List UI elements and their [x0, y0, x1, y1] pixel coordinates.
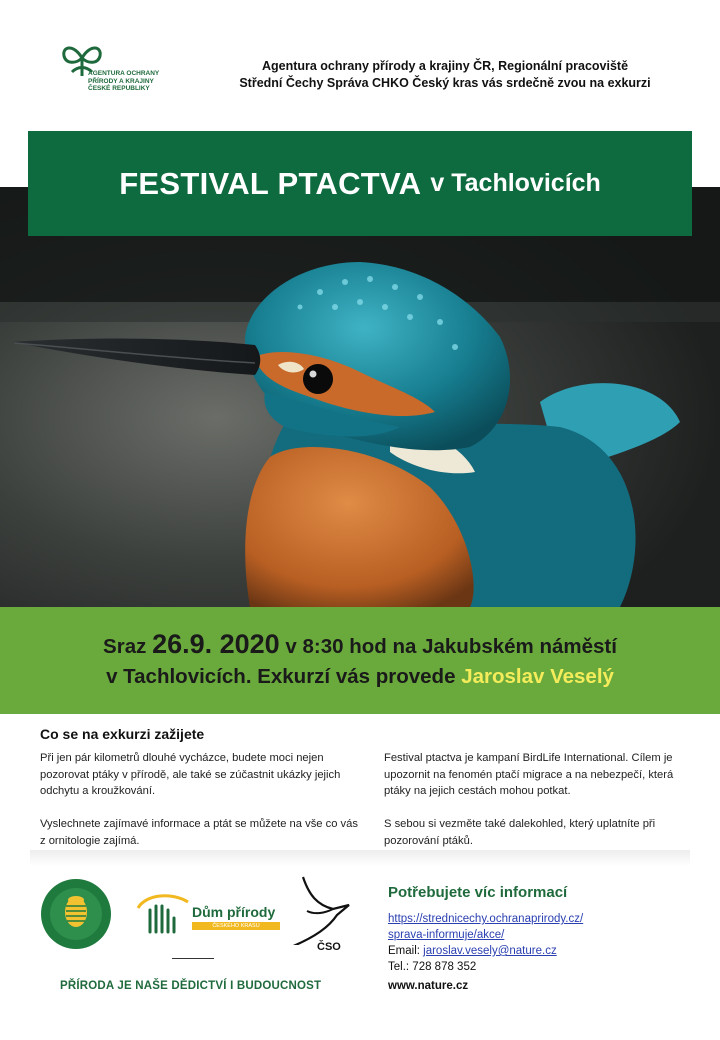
event-time-place: v 8:30 hod na Jakubském náměstí: [285, 635, 617, 658]
motto: PŘÍRODA JE NAŠE DĚDICTVÍ I BUDOUCNOST: [60, 980, 322, 992]
email-link[interactable]: jaroslav.vesely@nature.cz: [423, 945, 557, 957]
section-heading: Co se na exkurzi zažijete: [40, 726, 205, 742]
cso-logo: [285, 875, 355, 955]
contact-email: [388, 943, 708, 959]
guide-name: Jaroslav Veselý: [461, 665, 614, 688]
trilobite-icon: [40, 878, 112, 950]
body-column-right: [384, 750, 694, 866]
body-column-left: [40, 750, 358, 866]
bird-icon: [285, 875, 355, 945]
meeting-info-line-2: [0, 662, 720, 692]
event-date: 26.9. 2020: [152, 629, 280, 659]
festival-place: v Tachlovicích: [430, 169, 601, 197]
website-link[interactable]: www.nature.cz: [388, 980, 469, 992]
guide-prefix: v Tachlovicích. Exkurzí vás provede: [106, 665, 456, 688]
contact-title: Potřebujete víc informací: [388, 884, 568, 901]
paragraph-birdlife: Festival ptactva je kampaní BirdLife International. Cílem je upozornit na fenomén ptačí migrace a na nebezpečí, která ptáky na jejich cestách mohou potkat.: [384, 752, 674, 797]
header-line-1: Agentura ochrany přírody a krajiny ČR, Regionální pracoviště: [261, 59, 629, 73]
kingfisher-photo: [0, 187, 720, 607]
header-line-2: Střední Čechy Správa CHKO Český kras vás srdečně zvou na exkurzi: [239, 76, 651, 90]
dum-prirody-sub: ČESKÉHO KRASU: [192, 922, 280, 930]
hand-leaf-icon: [132, 888, 192, 938]
cso-label: ČSO: [317, 941, 341, 953]
meeting-info-band: [0, 607, 720, 714]
header: [0, 0, 720, 130]
dum-prirody-label: Dům přírody: [192, 904, 276, 920]
divider: [30, 850, 690, 866]
sraz-label: Sraz: [103, 635, 147, 658]
cesky-kras-logo: [40, 878, 112, 950]
email-label: Email:: [388, 945, 420, 957]
paragraph-walk: Při jen pár kilometrů dlouhé vycházce, budete moci nejen pozorovat ptáky v přírodě, ale také se zúčastnit ukázky jejich odchytu a kroužkování.: [40, 752, 341, 797]
events-link-line-2[interactable]: sprava-informuje/akce/: [388, 929, 505, 941]
events-link-line-1[interactable]: https://strednicechy.ochranaprirody.cz/: [388, 913, 584, 925]
dum-prirody-logo: [132, 888, 282, 938]
paragraph-binoculars: S sebou si vezměte také dalekohled, který uplatníte při pozorování ptáků.: [384, 818, 656, 847]
festival-title: FESTIVAL PTACTVA: [119, 165, 422, 201]
dum-prirody-underline: [172, 958, 214, 959]
paragraph-questions: Vyslechnete zajímavé informace a ptát se můžete na vše co vás z ornitologie zajímá.: [40, 818, 358, 847]
contact-phone: [388, 959, 708, 975]
title-banner: [28, 131, 692, 236]
contact-url: [388, 911, 708, 943]
contact-block: [388, 884, 708, 975]
meeting-info-line-1: [0, 629, 720, 662]
phone-label: Tel.:: [388, 961, 410, 973]
header-invitation: [210, 58, 680, 92]
aopk-logo: [58, 40, 168, 100]
aopk-logo-text: AGENTURA OCHRANY PŘÍRODY A KRAJINY ČESKÉ REPUBLIKY: [88, 70, 160, 92]
phone-number: 728 878 352: [412, 961, 477, 973]
